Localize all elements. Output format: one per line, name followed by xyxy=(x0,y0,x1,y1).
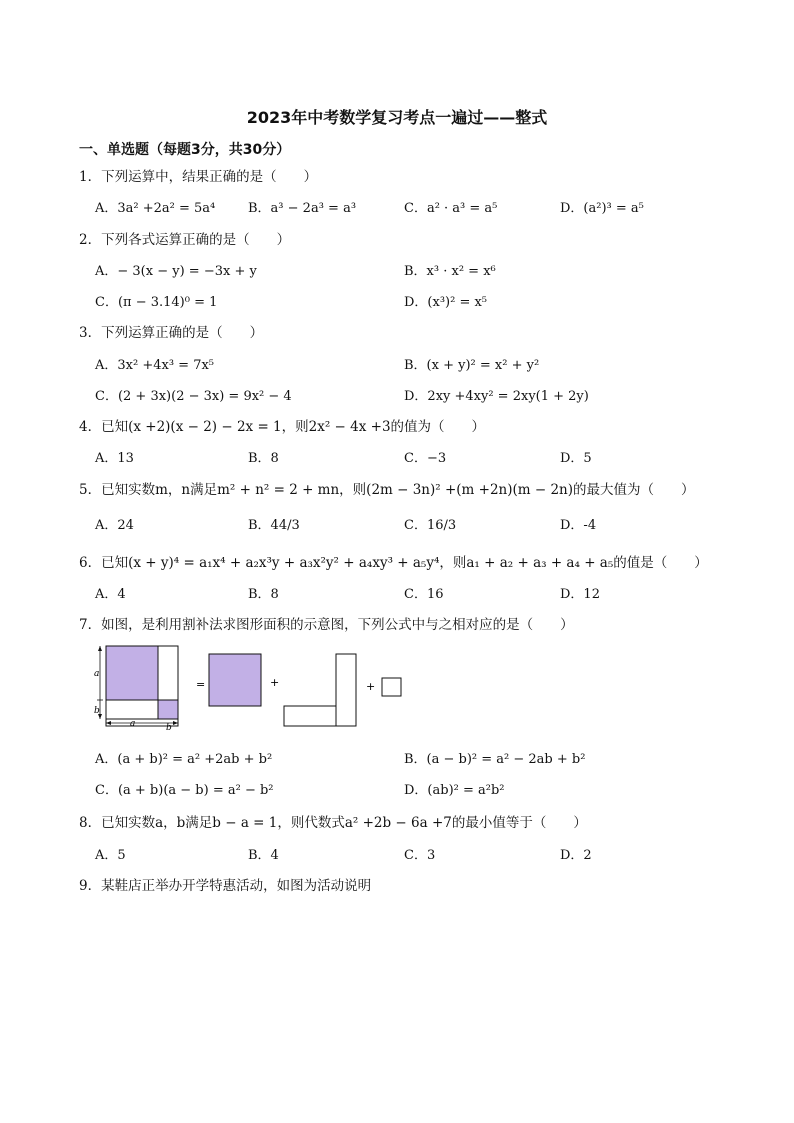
q2-option-c: C．(π − 3.14)⁰ = 1 xyxy=(95,295,218,310)
rect-vertical xyxy=(336,654,356,726)
page-title: 2023年中考数学复习考点一遍过——整式 xyxy=(246,108,548,127)
label-a-horizontal: a xyxy=(130,719,136,729)
q3-option-c: C．(2 + 3x)(2 − 3x) = 9x² − 4 xyxy=(95,389,292,404)
question-8-stem: 8．已知实数a，b满足b − a = 1，则代数式a² +2b − 6a +7的最小值等于（ ） xyxy=(79,815,587,831)
square-a-copy xyxy=(209,654,261,706)
q3-option-a: A．3x² +4x³ = 7x⁵ xyxy=(95,358,215,373)
q8-option-a: A．5 xyxy=(95,848,126,863)
q4-option-d: D．5 xyxy=(560,451,592,466)
q3-option-d: D．2xy +4xy² = 2xy(1 + 2y) xyxy=(404,389,589,404)
q7-option-b: B．(a − b)² = a² − 2ab + b² xyxy=(404,752,586,767)
q5-option-a: A．24 xyxy=(95,518,134,533)
question-3-stem: 3．下列运算正确的是（ ） xyxy=(79,325,264,341)
label-a-vertical: a xyxy=(94,669,100,679)
q1-option-d: D．(a²)³ = a⁵ xyxy=(560,201,644,216)
label-b-vertical: b xyxy=(94,706,100,716)
plus-sign-2: + xyxy=(366,680,376,693)
plus-sign-1: + xyxy=(270,676,280,689)
q4-option-c: C．−3 xyxy=(404,451,447,466)
q1-option-b: B．a³ − 2a³ = a³ xyxy=(248,201,357,216)
section-heading: 一、单选题（每题3分，共30分） xyxy=(79,142,291,158)
q5-option-c: C．16/3 xyxy=(404,518,457,533)
q2-option-b: B．x³ · x² = x⁶ xyxy=(404,264,496,279)
q6-option-d: D．12 xyxy=(560,587,600,602)
q4-option-a: A．13 xyxy=(95,451,134,466)
question-5-stem: 5．已知实数m，n满足m² + n² = 2 + mn，则(2m − 3n)² +(m +2n)(m − 2n)的最大值为（ ） xyxy=(79,482,695,498)
q7-option-c: C．(a + b)(a − b) = a² − b² xyxy=(95,783,274,798)
area-figure xyxy=(92,642,412,732)
q4-option-b: B．8 xyxy=(248,451,279,466)
equals-sign: = xyxy=(196,678,206,691)
rect-horizontal xyxy=(284,706,336,726)
q8-option-c: C．3 xyxy=(404,848,436,863)
q2-option-a: A．− 3(x − y) = −3x + y xyxy=(95,264,257,279)
label-b-horizontal: b xyxy=(166,723,172,732)
question-1-stem: 1．下列运算中，结果正确的是（ ） xyxy=(79,169,318,185)
q1-option-a: A．3a² +2a² = 5a⁴ xyxy=(95,201,216,216)
square-a xyxy=(106,646,158,700)
q7-option-d: D．(ab)² = a²b² xyxy=(404,783,505,798)
question-7-stem: 7．如图，是利用割补法求图形面积的示意图，下列公式中与之相对应的是（ ） xyxy=(79,617,574,633)
q6-option-b: B．8 xyxy=(248,587,279,602)
q6-option-a: A．4 xyxy=(95,587,126,602)
q6-option-c: C．16 xyxy=(404,587,444,602)
square-b xyxy=(158,700,178,719)
square-b-copy xyxy=(382,678,401,696)
q5-option-d: D．-4 xyxy=(560,518,597,533)
question-9-stem: 9．某鞋店正举办开学特惠活动，如图为活动说明 xyxy=(79,878,372,894)
q1-option-c: C．a² · a³ = a⁵ xyxy=(404,201,498,216)
question-4-stem: 4．已知(x +2)(x − 2) − 2x = 1，则2x² − 4x +3的值为（ ） xyxy=(79,419,486,435)
question-2-stem: 2．下列各式运算正确的是（ ） xyxy=(79,232,291,248)
q8-option-d: D．2 xyxy=(560,848,592,863)
question-6-stem: 6．已知(x + y)⁴ = a₁x⁴ + a₂x³y + a₃x²y² + a₄xy³ + a₅y⁴，则a₁ + a₂ + a₃ + a₄ + a₅的值是（ ） xyxy=(79,555,708,571)
q5-option-b: B．44/3 xyxy=(248,518,300,533)
q3-option-b: B．(x + y)² = x² + y² xyxy=(404,358,540,373)
q2-option-d: D．(x³)² = x⁵ xyxy=(404,295,488,310)
q8-option-b: B．4 xyxy=(248,848,279,863)
q7-option-a: A．(a + b)² = a² +2ab + b² xyxy=(95,752,273,767)
